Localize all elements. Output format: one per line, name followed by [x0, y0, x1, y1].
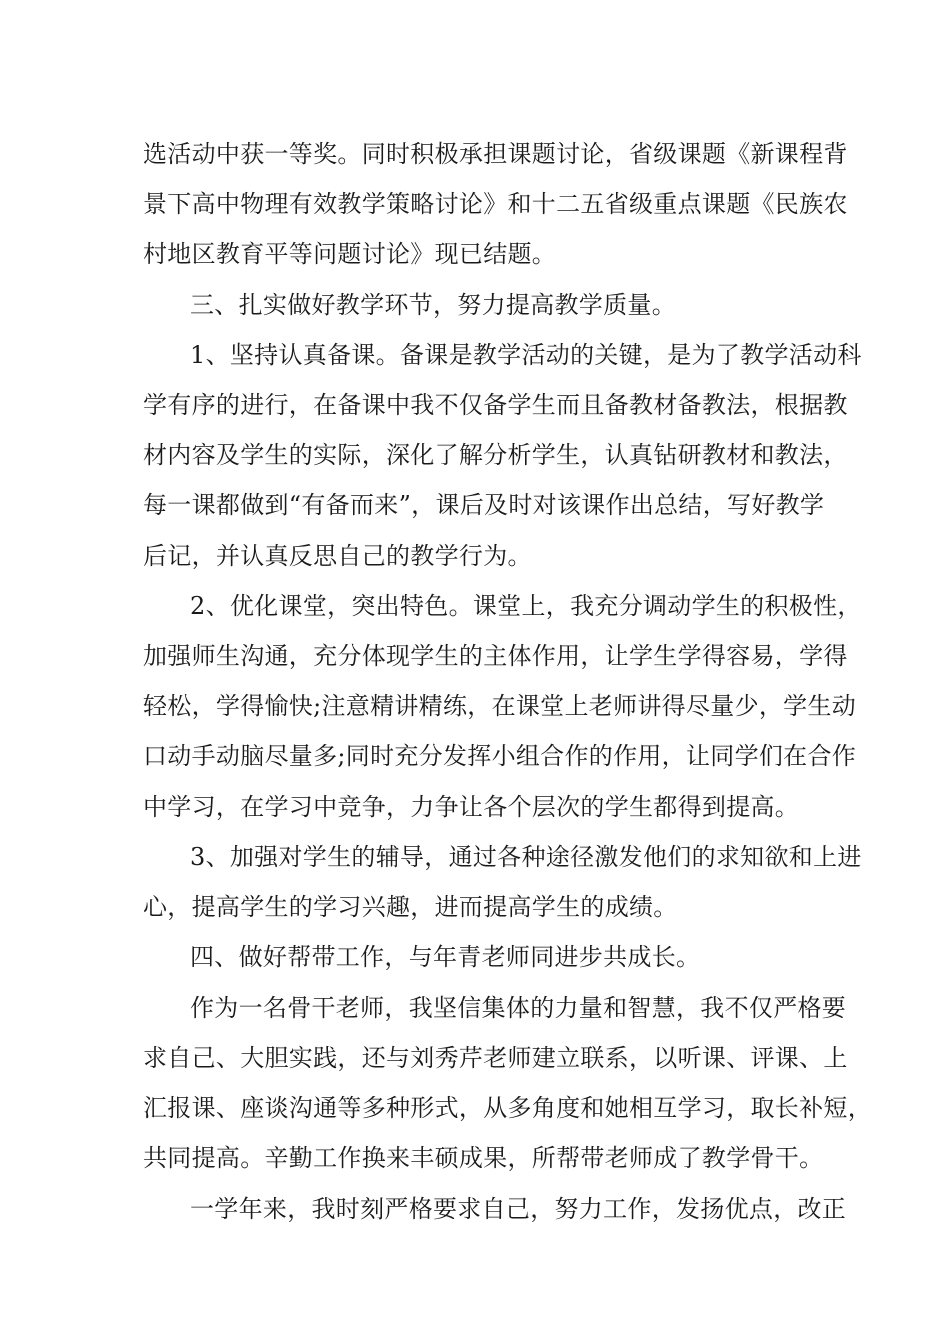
- text-line: 学有序的进行，在备课中我不仅备学生而且备教材备教法，根据教: [143, 391, 848, 419]
- text-line: 心，提高学生的学习兴趣，进而提高学生的成绩。: [143, 893, 678, 921]
- text-line: 1、坚持认真备课。备课是教学活动的关键，是为了教学活动科: [190, 341, 862, 369]
- text-line: 求自己、大胆实践，还与刘秀芹老师建立联系，以听课、评课、上: [143, 1044, 848, 1072]
- text-line: 共同提高。辛勤工作换来丰硕成果，所帮带老师成了教学骨干。: [143, 1144, 824, 1172]
- section-heading: 四、做好帮带工作，与年青老师同进步共成长。: [190, 943, 701, 971]
- text-line: 一学年来，我时刻严格要求自己，努力工作，发扬优点，改正: [190, 1195, 847, 1223]
- text-line: 加强师生沟通，充分体现学生的主体作用，让学生学得容易，学得: [143, 642, 848, 670]
- text-line: 景下高中物理有效教学策略讨论》和十二五省级重点课题《民族农: [143, 190, 848, 218]
- text-line: 汇报课、座谈沟通等多种形式，从多角度和她相互学习，取长补短，: [143, 1094, 872, 1122]
- text-line: 轻松，学得愉快;注意精讲精练，在课堂上老师讲得尽量少，学生动: [143, 692, 857, 720]
- text-line: 选活动中获一等奖。同时积极承担课题讨论，省级课题《新课程背: [143, 140, 848, 168]
- text-line: 作为一名骨干老师，我坚信集体的力量和智慧，我不仅严格要: [190, 994, 847, 1022]
- text-line: 材内容及学生的实际，深化了解分析学生，认真钻研教材和教法，: [143, 441, 848, 469]
- text-line: 每一课都做到“有备而来”，课后及时对该课作出总结，写好教学: [143, 491, 825, 519]
- section-heading: 三、扎实做好教学环节，努力提高教学质量。: [190, 291, 676, 319]
- text-line: 2、优化课堂，突出特色。课堂上，我充分调动学生的积极性，: [190, 592, 862, 620]
- text-line: 口动手动脑尽量多;同时充分发挥小组合作的作用，让同学们在合作: [143, 742, 857, 770]
- text-line: 后记，并认真反思自己的教学行为。: [143, 542, 532, 570]
- text-line: 村地区教育平等问题讨论》现已结题。: [143, 240, 557, 268]
- text-line: 3、加强对学生的辅导，通过各种途径激发他们的求知欲和上进: [190, 843, 862, 871]
- text-line: 中学习，在学习中竞争，力争让各个层次的学生都得到提高。: [143, 793, 800, 821]
